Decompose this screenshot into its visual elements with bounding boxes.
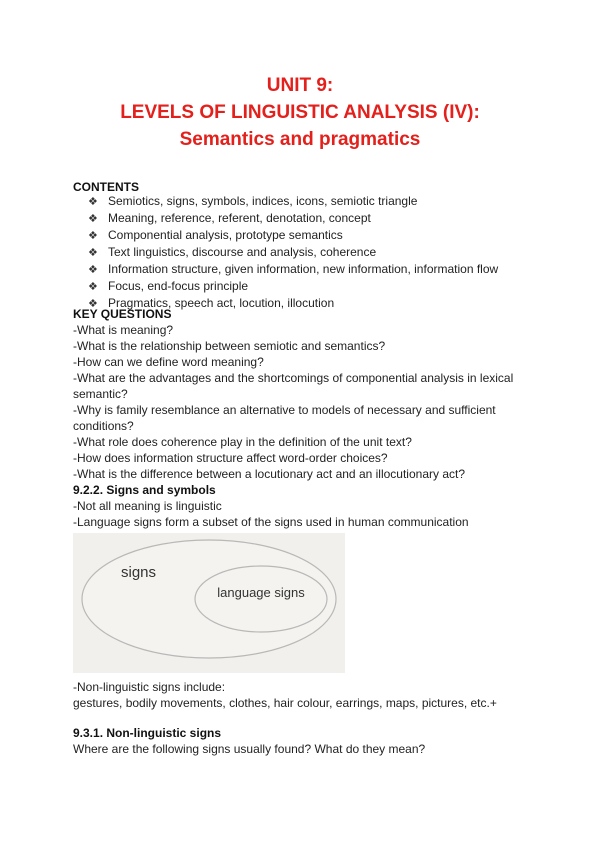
diamond-bullet-icon: ❖ — [88, 264, 98, 276]
contents-item: ❖ Componential analysis, prototype semantics — [88, 228, 343, 242]
body-line: -Not all meaning is linguistic — [73, 499, 222, 513]
contents-item: ❖ Meaning, reference, referent, denotation, concept — [88, 211, 371, 225]
question-line: -How can we define word meaning? — [73, 355, 264, 369]
question-line: -What role does coherence play in the definition of the unit text? — [73, 435, 412, 449]
signs-section-heading: 9.2.2. Signs and symbols — [73, 483, 216, 497]
question-line: -What is meaning? — [73, 323, 174, 337]
diamond-bullet-icon: ❖ — [88, 213, 98, 225]
contents-item: ❖ Semiotics, signs, symbols, indices, icons, semiotic triangle — [88, 194, 418, 208]
body-line: -Non-linguistic signs include: — [73, 680, 226, 694]
contents-list — [88, 193, 498, 312]
unit-subtitle: LEVELS OF LINGUISTIC ANALYSIS (IV): — [120, 102, 480, 123]
question-line: -What is the relationship between semiotic and semantics? — [73, 339, 386, 353]
question-line: conditions? — [73, 419, 134, 433]
diamond-bullet-icon: ❖ — [88, 281, 98, 293]
contents-item: ❖ Text linguistics, discourse and analysis, coherence — [88, 245, 377, 259]
body-line: -Language signs form a subset of the signs used in human communication — [73, 515, 469, 529]
unit-title: UNIT 9: — [266, 75, 334, 96]
diamond-bullet-icon: ❖ — [88, 298, 98, 310]
contents-item: ❖ Pragmatics, speech act, locution, illocution — [88, 296, 335, 310]
diamond-bullet-icon: ❖ — [88, 247, 98, 259]
diamond-bullet-icon: ❖ — [88, 230, 98, 242]
question-line: -Why is family resemblance an alternative to models of necessary and sufficient — [73, 403, 496, 417]
question-line: semantic? — [73, 387, 128, 401]
key-questions-heading: KEY QUESTIONS — [73, 307, 172, 321]
signs-venn-diagram — [73, 533, 345, 673]
question-line: -What are the advantages and the shortcomings of componential analysis in lexical — [73, 371, 514, 385]
unit-topic: Semantics and pragmatics — [179, 129, 421, 150]
body-line: Where are the following signs usually found? What do they mean? — [73, 742, 426, 756]
body-line: gestures, bodily movements, clothes, hair colour, earrings, maps, pictures, etc.+ — [73, 696, 497, 710]
question-line: -How does information structure affect word-order choices? — [73, 451, 388, 465]
question-line: -What is the difference between a locutionary act and an illocutionary act? — [73, 467, 466, 481]
contents-item: ❖ Information structure, given information, new information, information flow — [88, 262, 499, 276]
diamond-bullet-icon: ❖ — [88, 196, 98, 208]
signs-label: signs — [121, 564, 157, 581]
contents-heading: CONTENTS — [73, 180, 139, 194]
language-signs-label: language signs — [217, 585, 305, 600]
contents-item: ❖ Focus, end-focus principle — [88, 279, 249, 293]
nonling-section-heading: 9.3.1. Non-linguistic signs — [73, 726, 222, 740]
